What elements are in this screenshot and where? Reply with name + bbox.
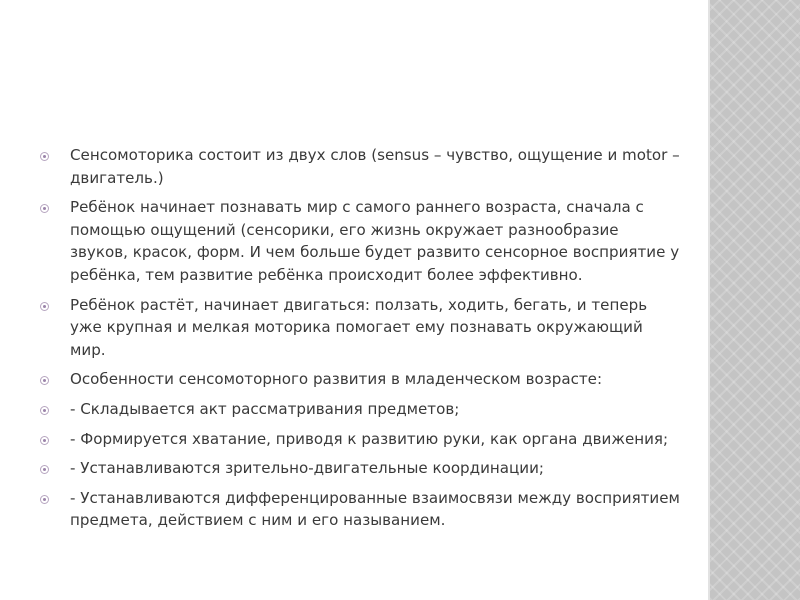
bullet-text: Особенности сенсомоторного развития в младенческом возрасте: [70, 370, 603, 389]
bullet-text: - Устанавливаются зрительно-двигательные координации; [70, 459, 544, 478]
bullet-item [70, 368, 680, 391]
circle-bullet-icon [40, 152, 49, 161]
bullet-item [70, 487, 680, 532]
bullet-text: - Складывается акт рассматривания предметов; [70, 399, 460, 418]
bullet-item [70, 294, 680, 362]
bullet-text: - Устанавливаются дифференцированные взаимосвязи между восприятием предмета, действием с ним и его называнием. [70, 488, 680, 530]
circle-bullet-icon [40, 436, 49, 445]
circle-bullet-icon [40, 204, 49, 213]
bullet-item [70, 196, 680, 286]
bullet-item [70, 428, 680, 451]
bullet-list [70, 144, 680, 539]
bullet-item [70, 398, 680, 421]
bullet-text: - Формируется хватание, приводя к развитию руки, как органа движения; [70, 429, 669, 448]
decorative-side-panel [710, 0, 800, 600]
circle-bullet-icon [40, 376, 49, 385]
circle-bullet-icon [40, 302, 49, 311]
bullet-item [70, 144, 680, 189]
circle-bullet-icon [40, 495, 49, 504]
bullet-text: Сенсомоторика состоит из двух слов (sensus – чувство, ощущение и motor – двигатель.) [70, 146, 680, 187]
bullet-text: Ребёнок начинает познавать мир с самого раннего возраста, сначала с помощью ощущений (сенсорики, его жизнь окружает разнообразие звуков, красок, форм. И чем больше будет развито сенсорное восприятие у ребёнка, тем развитие ребёнка происходит более эффективно. [70, 198, 680, 284]
bullet-text: Ребёнок растёт, начинает двигаться: ползать, ходить, бегать, и теперь уже крупная и мелкая моторика помогает ему познавать окружающий мир. [70, 295, 648, 359]
circle-bullet-icon [40, 406, 49, 415]
bullet-item [70, 457, 680, 480]
circle-bullet-icon [40, 465, 49, 474]
